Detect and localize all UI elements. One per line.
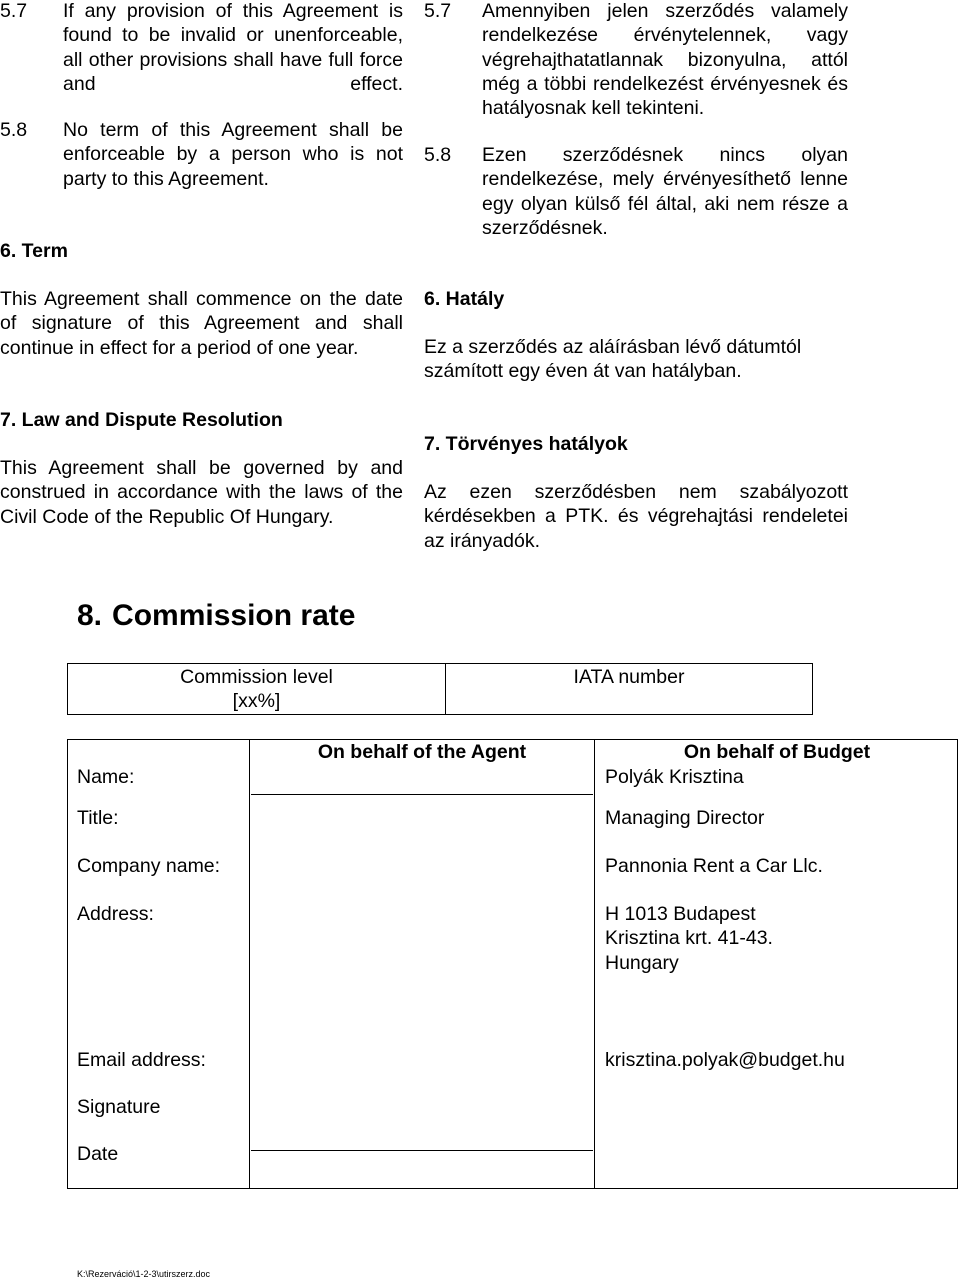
right-heading-6: 6. Hatály — [424, 288, 505, 310]
signature-table — [67, 739, 958, 1189]
agent-signature-area[interactable] — [251, 794, 593, 1151]
iata-number-cell — [446, 664, 813, 715]
section-8-number: 8. — [77, 599, 103, 632]
right-heading-7: 7. Törvényes hatályok — [424, 433, 628, 455]
address-line: H 1013 Budapest — [605, 903, 756, 925]
row-value-email: krisztina.polyak@budget.hu — [605, 1049, 845, 1071]
section-8-heading — [77, 599, 355, 633]
row-label-address: Address: — [77, 903, 154, 925]
row-label-signature: Signature — [77, 1096, 161, 1118]
footer-file-path: K:\Rezerváció\1-2-3\utirszerz.doc — [77, 1269, 211, 1279]
right-paragraph-7: Az ezen szerződésben nem szabályozott kérdésekben a PTK. és végrehajtási rendeletei az irányadók. — [424, 481, 848, 552]
commission-table — [67, 663, 813, 715]
commission-level-label: Commission level — [180, 666, 333, 688]
row-value-title: Managing Director — [605, 807, 765, 829]
section-8-title: Commission rate — [112, 599, 356, 632]
section-text: Amennyiben jelen szerződés valamely rendelkezése érvénytelennek, vagy végrehajthatatlannak bizonyulna, attól még a többi rendelkezést érvényesnek és hatályosnak kell tekinteni. — [482, 0, 848, 120]
row-value-company: Pannonia Rent a Car Llc. — [605, 855, 823, 877]
left-heading-6: 6. Term — [0, 240, 68, 262]
address-line: Hungary — [605, 951, 679, 974]
section-number: 5.7 — [0, 0, 28, 22]
row-label-title: Title: — [77, 807, 119, 829]
commission-level-value: [xx%] — [232, 690, 281, 713]
row-label-company: Company name: — [77, 855, 221, 877]
signature-table-divider-1 — [249, 740, 250, 1188]
row-label-name: Name: — [77, 766, 135, 788]
right-paragraph-6: Ez a szerződés az aláírásban lévő dátumtól számított egy éven át van hatályban. — [424, 336, 802, 383]
row-value-name: Polyák Krisztina — [605, 766, 744, 788]
header-agent: On behalf of the Agent — [317, 741, 527, 763]
commission-level-cell — [68, 664, 446, 715]
section-number: 5.7 — [424, 0, 452, 22]
section-number: 5.8 — [0, 119, 28, 141]
address-line: Krisztina krt. 41-43. — [605, 927, 773, 950]
right-section-5-7 — [424, 0, 848, 120]
signature-table-divider-2 — [594, 740, 595, 1188]
section-number: 5.8 — [424, 144, 452, 166]
section-text: No term of this Agreement shall be enforceable by a person who is not party to this Agreement. — [63, 119, 403, 190]
left-section-5-8 — [0, 118, 403, 191]
left-paragraph-7: This Agreement shall be governed by and construed in accordance with the laws of the Civil Code of the Republic Of Hungary. — [0, 457, 403, 528]
left-heading-7: 7. Law and Dispute Resolution — [0, 409, 283, 431]
section-text: If any provision of this Agreement is found to be invalid or unenforceable, all other provisions shall have full force and effect. — [63, 0, 403, 95]
row-label-email: Email address: — [77, 1049, 206, 1071]
row-value-address — [605, 902, 773, 975]
header-budget: On behalf of Budget — [683, 741, 871, 763]
left-paragraph-6: This Agreement shall commence on the date of signature of this Agreement and shall continue in effect for a period of one year. — [0, 288, 403, 359]
left-section-5-7 — [0, 0, 403, 96]
row-label-date: Date — [77, 1143, 119, 1165]
iata-number-label: IATA number — [573, 666, 685, 688]
section-text: Ezen szerződésnek nincs olyan rendelkezése, mely érvényesíthető lenne egy olyan külső fél által, aki nem része a szerződésnek. — [482, 144, 848, 239]
right-section-5-8 — [424, 143, 848, 240]
